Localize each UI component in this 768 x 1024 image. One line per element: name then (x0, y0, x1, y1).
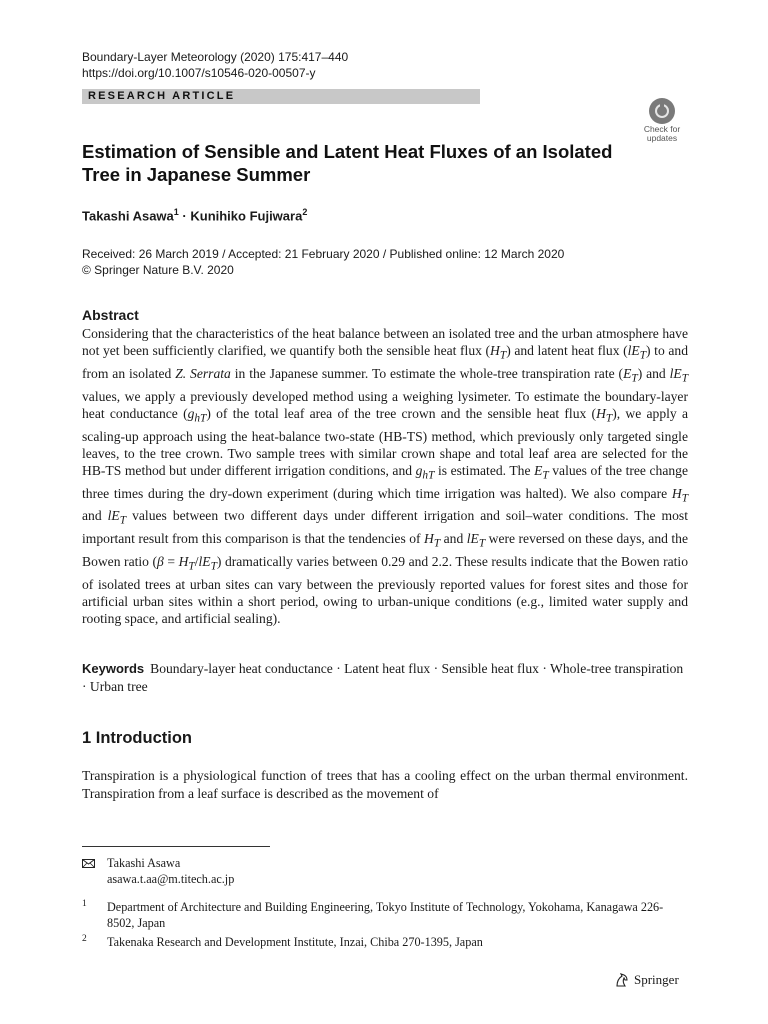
author-affiliation-mark: 1 (173, 207, 179, 217)
doi-link[interactable]: https://doi.org/10.1007/s10546-020-00507-y (82, 66, 316, 80)
abstract-text: Considering that the characteristics of the heat balance between an isolated tree and the urban atmosphere have not yet been sufficiently clarified, we quantify both the sensible heat flux $(H_T)$ and latent heat flux $(lE_T)$ to and from an isolated Z. Serrata in the Japanese summer. To estimate the whole-tree transpiration rate $(E_T)$ and $lE_T$ values, we apply a previously developed method using a weighing lysimeter. To estimate the boundary-layer heat conductance $(g_{hT})$ of the total leaf area of the tree crown and the sensible heat flux $(H_T)$, we apply a scaling-up approach using the heat-balance two-state (HB-TS) method, which previously only targeted single leaves, to the tree crown. Two sample trees with similar crown shape and total leaf area are selected for the HB-TS method but under different irrigation conditions, and $g_{hT}$ is estimated. The $E_T$ values of the tree change three times during the dry-down experiment (during which time irrigation was halted). We also compare $H_T$ and $lE_T$ values between two different days under different irrigation and soil–water conditions. The most important result from this comparison is that the tendencies of $H_T$ and $lE_T$ were reversed on these days, and the Bowen ratio $(\beta = H_T/lE_T)$ dramatically varies between 0.29 and 2.2. These results indicate that the Bowen ratio of isolated trees at urban sites can vary between the previously reported values for forest sites and those for artificial urban sites within a short period, owing to urban-unique conditions (e.g., limited water supply and rooting space, and artificial sealing). (82, 326, 689, 627)
paper-title (82, 140, 642, 186)
springer-horse-icon (614, 972, 630, 988)
corresponding-author-name: Takashi Asawa (107, 856, 181, 870)
corresponding-author-email[interactable]: asawa.t.aa@m.titech.ac.jp (107, 872, 235, 886)
section-heading-introduction: 1 Introduction (82, 729, 192, 747)
copyright-notice: © Springer Nature B.V. 2020 (82, 263, 234, 277)
abstract-heading: Abstract (82, 307, 139, 323)
article-type-band (82, 89, 480, 104)
envelope-icon (82, 859, 95, 868)
author-name[interactable]: Takashi Asawa (82, 208, 174, 224)
title-line-1: Estimation of Sensible and Latent Heat Fluxes of an Isolated (82, 141, 613, 162)
corresponding-author (82, 855, 234, 887)
introduction-text: Transpiration is a physiological function of trees that has a cooling effect on the urban thermal environment. Transpiration from a leaf surface is described as the movement of (82, 768, 688, 801)
author-list (82, 207, 307, 223)
author-separator: · (178, 208, 191, 224)
journal-header (82, 49, 348, 81)
affiliation-2 (82, 934, 682, 950)
species-name: Z. Serrata (175, 365, 231, 381)
publication-history: Received: 26 March 2019 / Accepted: 21 February 2020 / Published online: 12 March 2020 (82, 247, 565, 261)
keywords (82, 660, 688, 695)
author-name[interactable]: Kunihiko Fujiwara (190, 208, 303, 224)
check-updates-label: Check for updates (643, 124, 681, 143)
affiliation-number: 2 (82, 934, 87, 944)
check-for-updates-button[interactable] (636, 98, 688, 144)
keywords-list: Boundary-layer heat conductance · Latent heat flux · Sensible heat flux · Whole-tree transpiration · Urban tree (82, 661, 684, 694)
publication-dates (82, 246, 564, 278)
title-line-2: Tree in Japanese Summer (82, 164, 311, 185)
affiliation-number: 1 (82, 899, 87, 909)
keywords-label: Keywords (82, 661, 145, 676)
author-affiliation-mark: 2 (302, 207, 308, 217)
publisher-logo (614, 972, 679, 988)
affiliation-text: Takenaka Research and Development Institute, Inzai, Chiba 270-1395, Japan (107, 935, 483, 949)
check-updates-icon (649, 98, 675, 124)
affiliation-1 (82, 899, 682, 931)
article-type-label: RESEARCH ARTICLE (88, 90, 236, 102)
footnote-divider (82, 846, 270, 847)
journal-citation: Boundary-Layer Meteorology (2020) 175:417–440 (82, 50, 349, 64)
publisher-name: Springer (634, 972, 679, 987)
affiliation-text: Department of Architecture and Building Engineering, Tokyo Institute of Technology, Yokohama, Kanagawa 226-8502, Japan (107, 900, 664, 930)
